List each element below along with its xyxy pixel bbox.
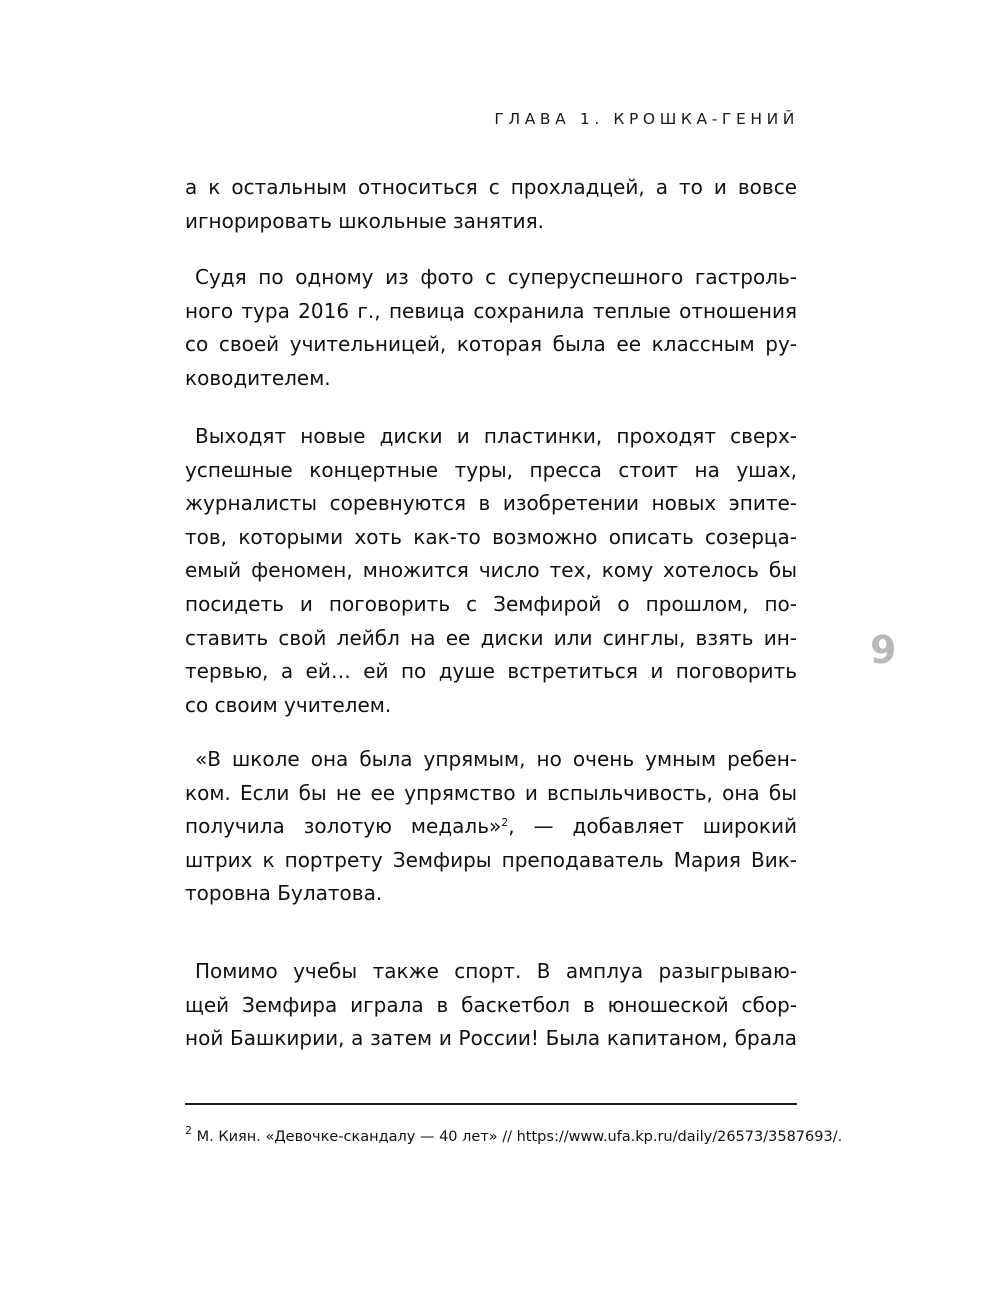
text-line: журналисты соревнуются в изобретении новых эпите- xyxy=(185,491,797,516)
text-line: штрих к портрету Земфиры преподаватель Мария Вик- xyxy=(185,847,797,872)
page-number: 9 xyxy=(870,628,897,672)
text-line: Судя по одному из фото с суперуспешного гастроль- xyxy=(195,265,797,289)
text-line: ной Башкирии, а затем и России! Была капитаном, брала xyxy=(185,1026,797,1051)
text-line: ководителем. xyxy=(185,365,331,390)
text-line: успешные концертные туры, пресса стоит на ушах, xyxy=(185,457,797,482)
footnote-divider xyxy=(185,1103,797,1105)
footnote-text: М. Киян. «Девочке-скандалу — 40 лет» // https://www.ufa.kp.ru/daily/26573/3587693/. xyxy=(196,1129,843,1145)
running-head: ГЛАВА 1. КРОШКА-ГЕНИЙ xyxy=(494,110,799,128)
footnote xyxy=(185,1124,843,1147)
text-line: емый феномен, множится число тех, кому хотелось бы xyxy=(185,558,797,583)
paragraph-4 xyxy=(185,743,797,911)
text-line: Выходят новые диски и пластинки, проходят сверх- xyxy=(195,424,797,448)
paragraph-3 xyxy=(185,420,797,722)
text-line: торовна Булатова. xyxy=(185,881,383,906)
text-line: а к остальным относиться с прохладцей, а то и вовсе xyxy=(185,175,797,199)
paragraph-1 xyxy=(185,171,797,238)
text-line-with-footnote xyxy=(185,810,797,844)
attribution-text: , — добавляет широкий xyxy=(508,814,797,839)
text-line: Помимо учебы также спорт. В амплуа разыгрываю- xyxy=(195,959,797,983)
quote-text: получила золотую медаль» xyxy=(185,814,502,839)
text-line: «В школе она была упрямым, но очень умным ребен- xyxy=(195,747,797,771)
text-line: тов, которыми хоть как-то возможно описать созерца- xyxy=(185,524,797,549)
text-line: щей Земфира играла в баскетбол в юношеской сбор- xyxy=(185,992,797,1017)
text-line: посидеть и поговорить с Земфирой о прошлом, по- xyxy=(185,591,797,616)
text-line: ставить свой лейбл на ее диски или синглы, взять ин- xyxy=(185,625,797,650)
text-line: ного тура 2016 г., певица сохранила теплые отношения xyxy=(185,298,797,323)
paragraph-2 xyxy=(185,261,797,395)
paragraph-5 xyxy=(185,955,797,1056)
footnote-marker: 2 xyxy=(185,1124,192,1137)
text-line: ком. Если бы не ее упрямство и вспыльчивость, она бы xyxy=(185,780,797,805)
text-line: со своим учителем. xyxy=(185,692,392,717)
text-line: со своей учительницей, которая была ее классным ру- xyxy=(185,332,797,357)
footnote-reference[interactable]: 2 xyxy=(501,816,509,830)
text-line: тервью, а ей… ей по душе встретиться и поговорить xyxy=(185,659,797,684)
text-line: игнорировать школьные занятия. xyxy=(185,208,545,233)
